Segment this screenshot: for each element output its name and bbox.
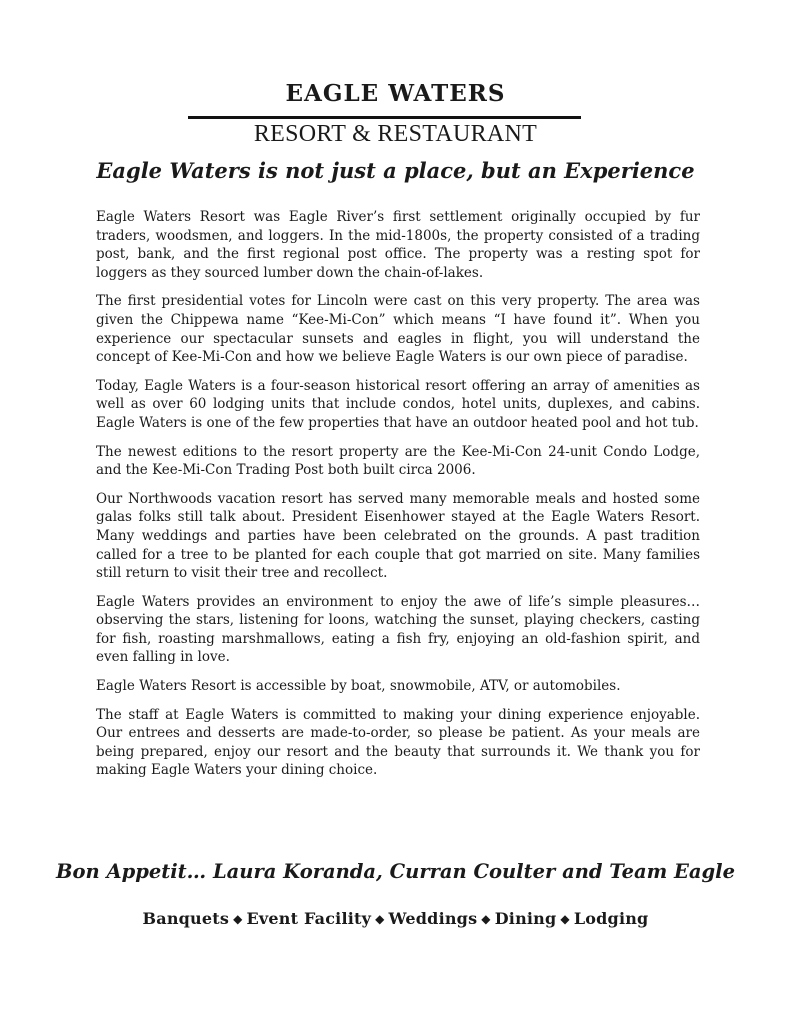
paragraph-pleasures: Eagle Waters provides an environment to enjoy the awe of life’s simple pleasures… observing the stars, listening for loons, watching the sunset, playing checkers, casting for fish, roasting marshmallows, eating a fish fry, enjoying an old-fashion spirit, and even falling in love. xyxy=(96,593,700,666)
page-title: EAGLE WATERS xyxy=(285,80,506,107)
signoff: Bon Appetit… Laura Koranda, Curran Coulter and Team Eagle xyxy=(55,860,735,883)
services-line xyxy=(0,909,791,928)
paragraph-staff: The staff at Eagle Waters is committed to making your dining experience enjoyable. Our entrees and desserts are made-to-order, so please be patient. As your meals are being prepared, enjoy our resort and the beauty that surrounds it. We thank you for making Eagle Waters your dining choice. xyxy=(96,706,700,779)
body-text xyxy=(96,208,700,790)
service-weddings: Weddings xyxy=(388,909,478,928)
paragraph-history: Eagle Waters Resort was Eagle River’s first settlement originally occupied by fur traders, woodsmen, and loggers. In the mid-1800s, the property consisted of a trading post, bank, and the first regional post office. The property was a resting spot for loggers as they sourced lumber down the chain-of-lakes. xyxy=(96,209,700,281)
paragraph-lincoln: The first presidential votes for Lincoln were cast on this very property. The area was given the Chippewa name “Kee-Mi-Con” which means “I have found it”. When you experience our spectacular sunsets and eagles in flight, you will understand the concept of Kee-Mi-Con and how we believe Eagle Waters is our own piece of paradise. xyxy=(96,293,700,366)
service-event-facility: Event Facility xyxy=(246,909,372,928)
paragraph-access: Eagle Waters Resort is accessible by boat, snowmobile, ATV, or automobiles. xyxy=(96,678,621,695)
tagline: Eagle Waters is not just a place, but an Experience xyxy=(96,158,695,183)
service-lodging: Lodging xyxy=(573,909,649,928)
service-banquets: Banquets xyxy=(142,909,230,928)
diamond-separator-icon: ◆ xyxy=(233,912,243,926)
diamond-separator-icon: ◆ xyxy=(375,912,385,926)
diamond-separator-icon: ◆ xyxy=(481,912,491,926)
service-dining: Dining xyxy=(494,909,557,928)
title-divider xyxy=(188,116,581,119)
page-subtitle: RESORT & RESTAURANT xyxy=(253,121,538,147)
paragraph-today: Today, Eagle Waters is a four-season historical resort offering an array of amenities as well as over 60 lodging units that include condos, hotel units, duplexes, and cabins. Eagle Waters is one of the few properties that have an outdoor heated pool and hot tub. xyxy=(96,377,700,431)
paragraph-newest: The newest editions to the resort property are the Kee-Mi-Con 24-unit Condo Lodge, and the Kee-Mi-Con Trading Post both built circa 2006. xyxy=(96,443,700,479)
diamond-separator-icon: ◆ xyxy=(560,912,570,926)
paragraph-meals: Our Northwoods vacation resort has served many memorable meals and hosted some galas folks still talk about. President Eisenhower stayed at the Eagle Waters Resort. Many weddings and parties have been celebrated on the grounds. A past tradition called for a tree to be planted for each couple that got married on site. Many families still return to visit their tree and recollect. xyxy=(96,490,700,582)
